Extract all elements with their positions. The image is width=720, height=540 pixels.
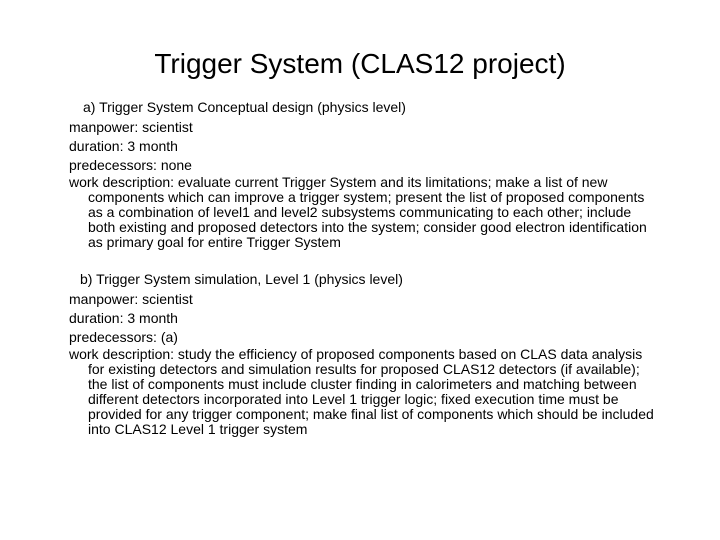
- work-description-line: provided for any trigger component; make final list of components which should be included: [88, 406, 654, 422]
- predecessors-line: predecessors: none: [69, 157, 192, 173]
- work-description-line: components which can improve a trigger system; present the list of proposed components: [88, 189, 645, 205]
- section-heading: a) Trigger System Conceptual design (physics level): [83, 99, 406, 115]
- work-description-line: different detectors incorporated into Level 1 trigger logic; fixed execution time must be: [88, 391, 619, 407]
- work-description-line: for existing detectors and simulation results for proposed CLAS12 detectors (if available);: [88, 361, 640, 377]
- work-description-line: both existing and proposed detectors into the system; consider good electron identification: [88, 219, 647, 235]
- work-description-line: the list of components must include cluster finding in calorimeters and matching between: [88, 376, 637, 392]
- work-description-line: into CLAS12 Level 1 trigger system: [88, 421, 308, 437]
- work-description-line: work description: study the efficiency of proposed components based on CLAS data analysis: [69, 346, 643, 362]
- work-description: [0, 347, 720, 437]
- work-description-line: as a combination of level1 and level2 subsystems communicating to each other; include: [88, 204, 632, 220]
- work-description: [0, 175, 720, 250]
- work-description-line: as primary goal for entire Trigger System: [88, 234, 341, 250]
- duration-line: duration: 3 month: [69, 310, 178, 326]
- manpower-line: manpower: scientist: [69, 291, 193, 307]
- duration-line: duration: 3 month: [69, 138, 178, 154]
- task-section-a: [0, 97, 720, 250]
- section-heading: b) Trigger System simulation, Level 1 (physics level): [80, 271, 403, 287]
- work-description-line: work description: evaluate current Trigger System and its limitations; make a list of new: [69, 174, 608, 190]
- manpower-line: manpower: scientist: [69, 119, 193, 135]
- slide-title: Trigger System (CLAS12 project): [154, 48, 566, 79]
- task-section-b: [0, 269, 720, 437]
- predecessors-line: predecessors: (a): [69, 329, 178, 345]
